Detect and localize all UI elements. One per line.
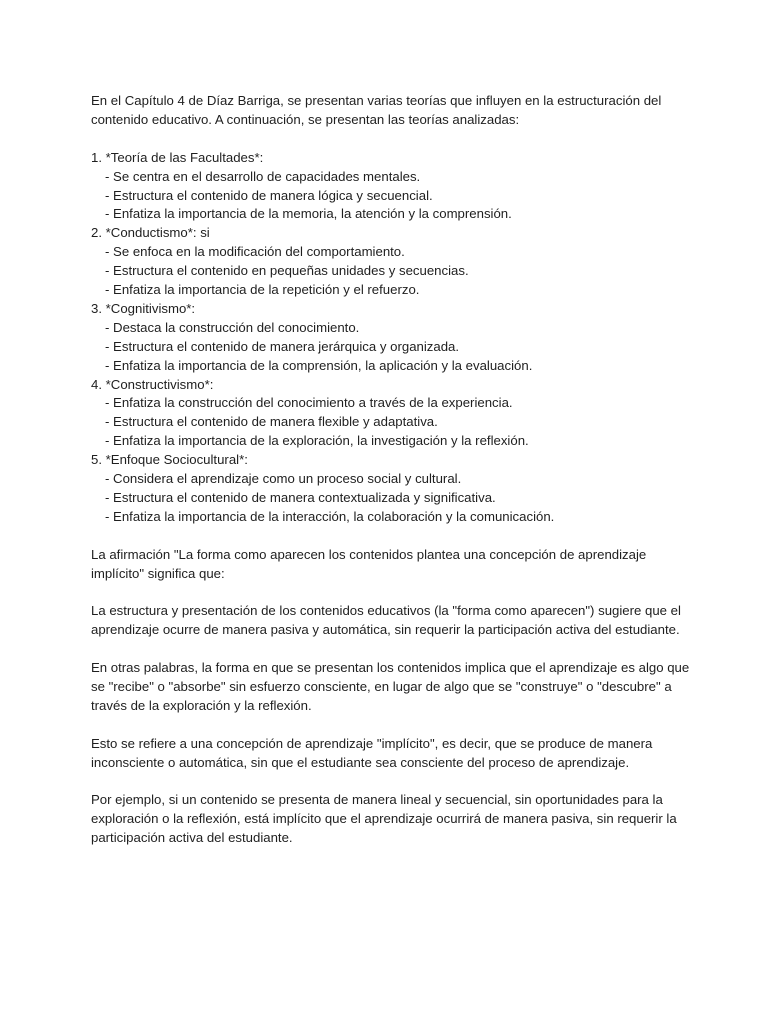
theory-point: - Enfatiza la importancia de la repetición y el refuerzo. (105, 282, 420, 298)
theory-point: - Estructura el contenido de manera contextualizada y significativa. (105, 490, 496, 506)
theory-point: - Enfatiza la importancia de la exploración, la investigación y la reflexión. (105, 433, 529, 449)
theory-point: - Estructura el contenido en pequeñas unidades y secuencias. (105, 263, 469, 279)
theory-title: 1. *Teoría de las Facultades*: (91, 149, 264, 165)
spacer (91, 527, 691, 546)
theory-title: 2. *Conductismo*: si (91, 225, 210, 241)
body-paragraph: La estructura y presentación de los contenidos educativos (la "forma como aparecen") sugiere que el aprendizaje ocurre de manera pasiva y automática, sin requerir la participación activa del estudiante. (91, 603, 685, 638)
theory-point: - Estructura el contenido de manera flexible y adaptativa. (105, 414, 438, 430)
body-paragraph: La afirmación "La forma como aparecen los contenidos plantea una concepción de aprendizaje implícito" significa que: (91, 546, 650, 581)
theory-title: 5. *Enfoque Sociocultural*: (91, 452, 248, 468)
body-paragraph: Esto se refiere a una concepción de aprendizaje "implícito", es decir, que se produce de manera inconsciente o automática, sin que el estudiante sea consciente del proceso de aprendizaje. (91, 735, 657, 770)
theory-point: - Estructura el contenido de manera jerárquica y organizada. (105, 338, 460, 354)
theory-item (91, 451, 691, 527)
theory-point: - Enfatiza la construcción del conocimiento a través de la experiencia. (105, 395, 513, 411)
theory-title: 3. *Cognitivismo*: (91, 300, 196, 316)
theory-point: - Enfatiza la importancia de la interacción, la colaboración y la comunicación. (105, 508, 555, 524)
theory-title: 4. *Constructivismo*: (91, 376, 214, 392)
theory-list (91, 149, 691, 527)
theory-point: - Se centra en el desarrollo de capacidades mentales. (105, 168, 421, 184)
spacer (91, 130, 691, 149)
spacer (91, 773, 691, 792)
spacer (91, 640, 691, 659)
theory-item (91, 224, 691, 300)
body-paragraph: Por ejemplo, si un contenido se presenta de manera lineal y secuencial, sin oportunidades para la exploración o la reflexión, está implícito que el aprendizaje ocurrirá de manera pasiva, sin requerir la participación activa del estudiante. (91, 792, 681, 846)
document-page (91, 92, 691, 848)
theory-item (91, 149, 691, 225)
intro-paragraph: En el Capítulo 4 de Díaz Barriga, se presentan varias teorías que influyen en la estructuración del contenido educativo. A continuación, se presentan las teorías analizadas: (91, 93, 665, 127)
spacer (91, 584, 691, 603)
theory-point: - Enfatiza la importancia de la comprensión, la aplicación y la evaluación. (105, 357, 533, 373)
theory-point: - Enfatiza la importancia de la memoria, la atención y la comprensión. (105, 206, 512, 222)
body-paragraph: En otras palabras, la forma en que se presentan los contenidos implica que el aprendizaje es algo que se "recibe" o "absorbe" sin esfuerzo consciente, en lugar de algo que se "construye" o "descubre" a través de la exploración y la reflexión. (91, 660, 693, 713)
theory-point: - Considera el aprendizaje como un proceso social y cultural. (105, 471, 462, 487)
theory-item (91, 376, 691, 452)
theory-point: - Destaca la construcción del conocimiento. (105, 319, 360, 335)
theory-item (91, 300, 691, 376)
theory-point: - Estructura el contenido de manera lógica y secuencial. (105, 187, 433, 203)
spacer (91, 716, 691, 735)
theory-point: - Se enfoca en la modificación del comportamiento. (105, 244, 405, 260)
